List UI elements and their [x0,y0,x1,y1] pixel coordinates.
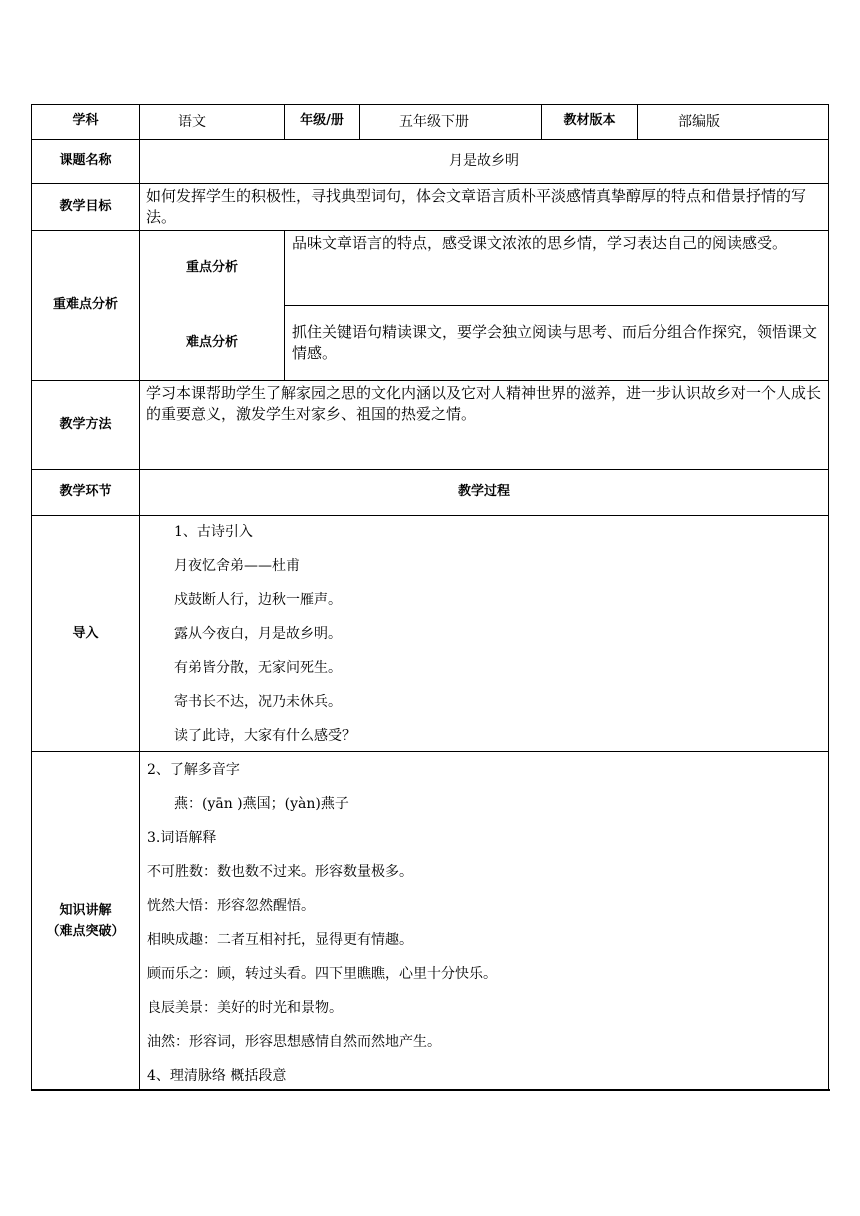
table-border [31,104,32,1090]
difficult-point-label: 难点分析 [185,335,238,350]
table-border [31,1089,830,1091]
objective-text: 如何发挥学生的积极性，寻找典型词句，体会文章语言质朴平淡感情真挚醇厚的特点和借景抒情的写法。 [146,187,807,226]
intro-line: 月夜忆舍弟——杜甫 [174,558,300,574]
knowledge-line: 不可胜数：数也数不过来。形容数量极多。 [147,864,413,880]
table-border [284,305,829,306]
process-value: 教学过程 [457,484,510,499]
table-border [637,104,638,139]
knowledge-line: 4、理清脉络 概括段意 [147,1068,287,1084]
topic-label: 课题名称 [59,153,112,168]
edition-value: 部编版 [678,114,720,130]
analysis-label: 重难点分析 [52,297,118,312]
subject-label: 学科 [72,113,99,128]
table-border [31,183,829,184]
table-border [359,104,360,139]
intro-line: 有弟皆分散，无家问死生。 [174,660,342,676]
key-point-text: 品味文章语言的特点，感受课文浓浓的思乡情，学习表达自己的阅读感受。 [292,234,788,252]
grade-value: 五年级下册 [399,114,469,130]
table-border [31,751,829,752]
intro-line: 寄书长不达，况乃未休兵。 [174,694,342,710]
subject-value: 语文 [178,114,206,130]
objective-label: 教学目标 [59,199,112,214]
edition-label: 教材版本 [563,113,616,128]
knowledge-line: 3.词语解释 [147,830,217,846]
knowledge-label: 知识讲解 [59,903,112,918]
difficult-point-text: 抓住关键语句精读课文，要学会独立阅读与思考、而后分组合作探究，领悟课文情感。 [292,323,818,362]
knowledge-line: 燕：(yān )燕国；(yàn)燕子 [174,796,349,812]
table-border [31,515,829,516]
table-border [284,230,285,380]
intro-line: 读了此诗，大家有什么感受？ [174,728,356,744]
method-label: 教学方法 [59,417,112,432]
table-border [31,139,829,140]
table-border [31,104,829,105]
intro-line: 戍鼓断人行，边秋一雁声。 [174,592,342,608]
key-point-label: 重点分析 [185,260,238,275]
knowledge-line: 顾而乐之：顾，转过头看。四下里瞧瞧，心里十分快乐。 [147,966,497,982]
knowledge-sublabel: （难点突破） [46,924,125,939]
table-border [31,469,829,470]
method-text: 学习本课帮助学生了解家园之思的文化内涵以及它对人精神世界的滋养，进一步认识故乡对一个人成长的重要意义，激发学生对家乡、祖国的热爱之情。 [146,384,822,423]
table-border [139,104,140,1090]
process-label: 教学环节 [59,484,112,499]
knowledge-line: 恍然大悟：形容忽然醒悟。 [147,898,315,914]
intro-label: 导入 [72,626,99,641]
table-border [31,380,829,381]
table-border [828,104,829,1090]
grade-label: 年级/册 [300,113,344,128]
table-border [31,230,829,231]
intro-line: 1、古诗引入 [174,524,253,540]
knowledge-line: 2、了解多音字 [147,762,240,778]
intro-line: 露从今夜白，月是故乡明。 [174,626,342,642]
knowledge-line: 良辰美景：美好的时光和景物。 [147,1000,343,1016]
topic-value: 月是故乡明 [449,153,519,169]
knowledge-line: 油然：形容词，形容思想感情自然而然地产生。 [147,1034,441,1050]
knowledge-line: 相映成趣：二者互相衬托，显得更有情趣。 [147,932,413,948]
